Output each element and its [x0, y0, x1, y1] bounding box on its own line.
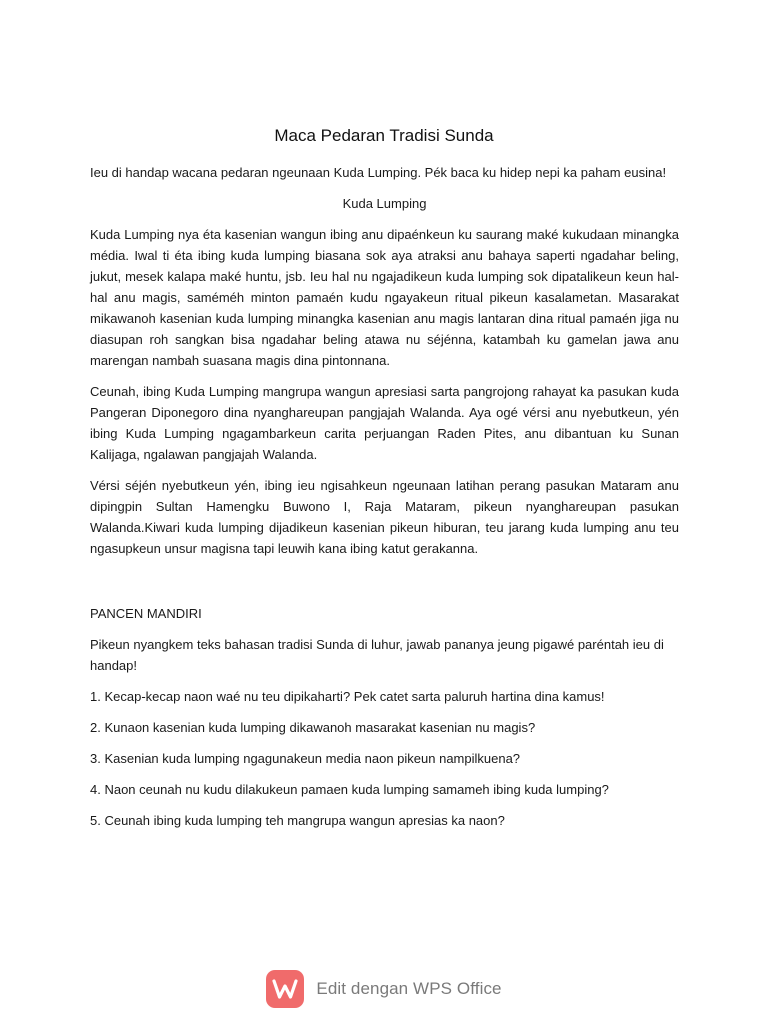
- wps-edit-link[interactable]: Edit dengan WPS Office: [316, 979, 502, 998]
- document-body: [90, 162, 679, 841]
- intro-paragraph: Ieu di handap wacana pedaran ngeunaan Kuda Lumping. Pék baca ku hidep nepi ka paham eusina!: [90, 165, 667, 180]
- task-section-heading: PANCEN MANDIRI: [90, 606, 202, 621]
- question-item-4: 4. Naon ceunah nu kudu dilakukeun pamaen kuda lumping samameh ibing kuda lumping?: [90, 782, 609, 797]
- question-item-5: 5. Ceunah ibing kuda lumping teh mangrupa wangun apresias ka naon?: [90, 813, 505, 828]
- body-paragraph-2: Ceunah, ibing Kuda Lumping mangrupa wangun apresiasi sarta pangrojong rahayat ka pasukan kuda Pangeran Diponegoro dina nyanghareupan pangjajah Walanda. Aya ogé vérsi anu nyebutkeun, yén ibing Kuda Lumping ngagambarkeun carita perjuangan Raden Pites, anu dibantuan ku Sunan Kalijaga, ngalawan pangjajah Walanda.: [90, 384, 679, 462]
- wps-edit-banner[interactable]: [0, 968, 768, 1010]
- question-item-3: 3. Kasenian kuda lumping ngagunakeun media naon pikeun nampilkuena?: [90, 751, 521, 766]
- question-item-1: 1. Kecap-kecap naon waé nu teu dipikaharti? Pek catet sarta paluruh hartina dina kamus!: [90, 689, 605, 704]
- document-title: Maca Pedaran Tradisi Sunda: [274, 126, 494, 145]
- wps-logo-icon[interactable]: [266, 970, 304, 1008]
- question-item-2: 2. Kunaon kasenian kuda lumping dikawanoh masarakat kasenian nu magis?: [90, 720, 536, 735]
- body-paragraph-3: Vérsi séjén nyebutkeun yén, ibing ieu ngisahkeun ngeunaan latihan perang pasukan Mataram anu dipingpin Sultan Hamengku Buwono I, Raja Mataram, pikeun nyanghareupan pasukan Walanda.Kiwari kuda lumping dijadikeun kasenian pikeun hiburan, teu jarang kuda lumping anu teu ngasupkeun unsur magisna tapi leuwih kana ibing katut gerakanna.: [90, 478, 679, 556]
- section-subtitle: Kuda Lumping: [342, 196, 427, 211]
- body-paragraph-1: Kuda Lumping nya éta kasenian wangun ibing anu dipaénkeun ku saurang maké kukudaan minangka média. Iwal ti éta ibing kuda lumping biasana sok aya atraksi anu bahaya saperti ngadahar beling, jukut, mesek kalapa maké huntu, jsb. Ieu hal nu ngajadikeun kuda lumping sok dipatalikeun keun hal-hal anu magis, saméméh minton pamaén kudu ngayakeun ritual pikeun kasalametan. Masarakat mikawanoh kasenian kuda lumping minangka kasenian anu magis lantaran dina ritual pamaén jiga nu diasupan roh sangkan bisa ngadahar beling atawa nu séjénna, katambah ku gamelan jawa anu marengan nambah suasana magis dina pintonnana.: [90, 227, 679, 368]
- task-instruction: Pikeun nyangkem teks bahasan tradisi Sunda di luhur, jawab pananya jeung pigawé paréntah ieu di handap!: [90, 637, 664, 673]
